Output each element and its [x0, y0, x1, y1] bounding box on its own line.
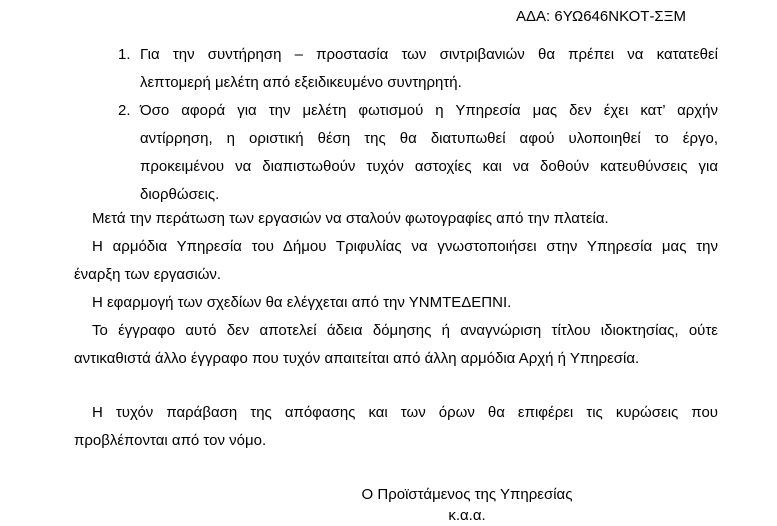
paragraph-line: Η τυχόν παράβαση της απόφασης και των όρων θα επιφέρει τις κυρώσεις που [92, 404, 718, 421]
signature-block [340, 484, 594, 526]
list-item-line: Όσο αφορά για την μελέτη φωτισμού η Υπηρεσία μας δεν έχει κατ’ αρχήν [140, 102, 718, 119]
list-item-1 [118, 41, 718, 97]
paragraph-control [92, 289, 732, 317]
list-number: 1. [118, 46, 131, 63]
paragraph-line: Η αρμόδια Υπηρεσία του Δήμου Τριφυλίας να γνωστοποιήσει στην Υπηρεσία μας την [92, 238, 718, 255]
paragraph-sanctions [74, 399, 718, 455]
list-item-2 [118, 97, 718, 209]
paragraph-notify [74, 233, 718, 289]
paragraph-permit [74, 317, 718, 373]
paragraph-line: προβλέπονται από τον νόμο. [74, 432, 267, 449]
paragraph-line: αντικαθιστά άλλο έγγραφο που τυχόν απαιτείται από άλλη αρμόδια Αρχή ή Υπηρεσία. [74, 350, 640, 367]
ada-code: ΑΔΑ: 6ΥΩ646ΝΚΟΤ-ΣΞΜ [516, 8, 686, 25]
list-item-line: διορθώσεις. [140, 186, 220, 203]
paragraph-line: έναρξη των εργασιών. [74, 266, 222, 283]
paragraph-line: Η εφαρμογή των σχεδίων θα ελέγχεται από την ΥΝΜΤΕΔΕΠΝΙ. [92, 294, 512, 311]
list-item-line: λεπτομερή μελέτη από εξειδικευμένο συντηρητή. [140, 74, 462, 91]
paragraph-line: Το έγγραφο αυτό δεν αποτελεί άδεια δόμησης ή αναγνώριση τίτλου ιδιοκτησίας, ούτε [92, 322, 718, 339]
paragraph-photos [92, 205, 732, 233]
list-item-line: Για την συντήρηση – προστασία των σιντριβανιών θα πρέπει να κατατεθεί [140, 46, 718, 63]
list-item-line: προκειμένου να διαπιστωθούν τυχόν αστοχίες και να δοθούν κατευθύνσεις για [140, 158, 718, 175]
signature-title: Ο Προϊστάμενος της Υπηρεσίας [361, 486, 573, 503]
list-number: 2. [118, 102, 131, 119]
signature-abbr: κ.α.α. [448, 507, 486, 524]
list-item-line: αντίρρηση, η οριστική θέση της θα διατυπωθεί αφού υλοποιηθεί το έργο, [140, 130, 718, 147]
paragraph-line: Μετά την περάτωση των εργασιών να σταλούν φωτογραφίες από την πλατεία. [92, 210, 609, 227]
list-item-text [140, 41, 718, 97]
list-item-text [140, 97, 718, 209]
